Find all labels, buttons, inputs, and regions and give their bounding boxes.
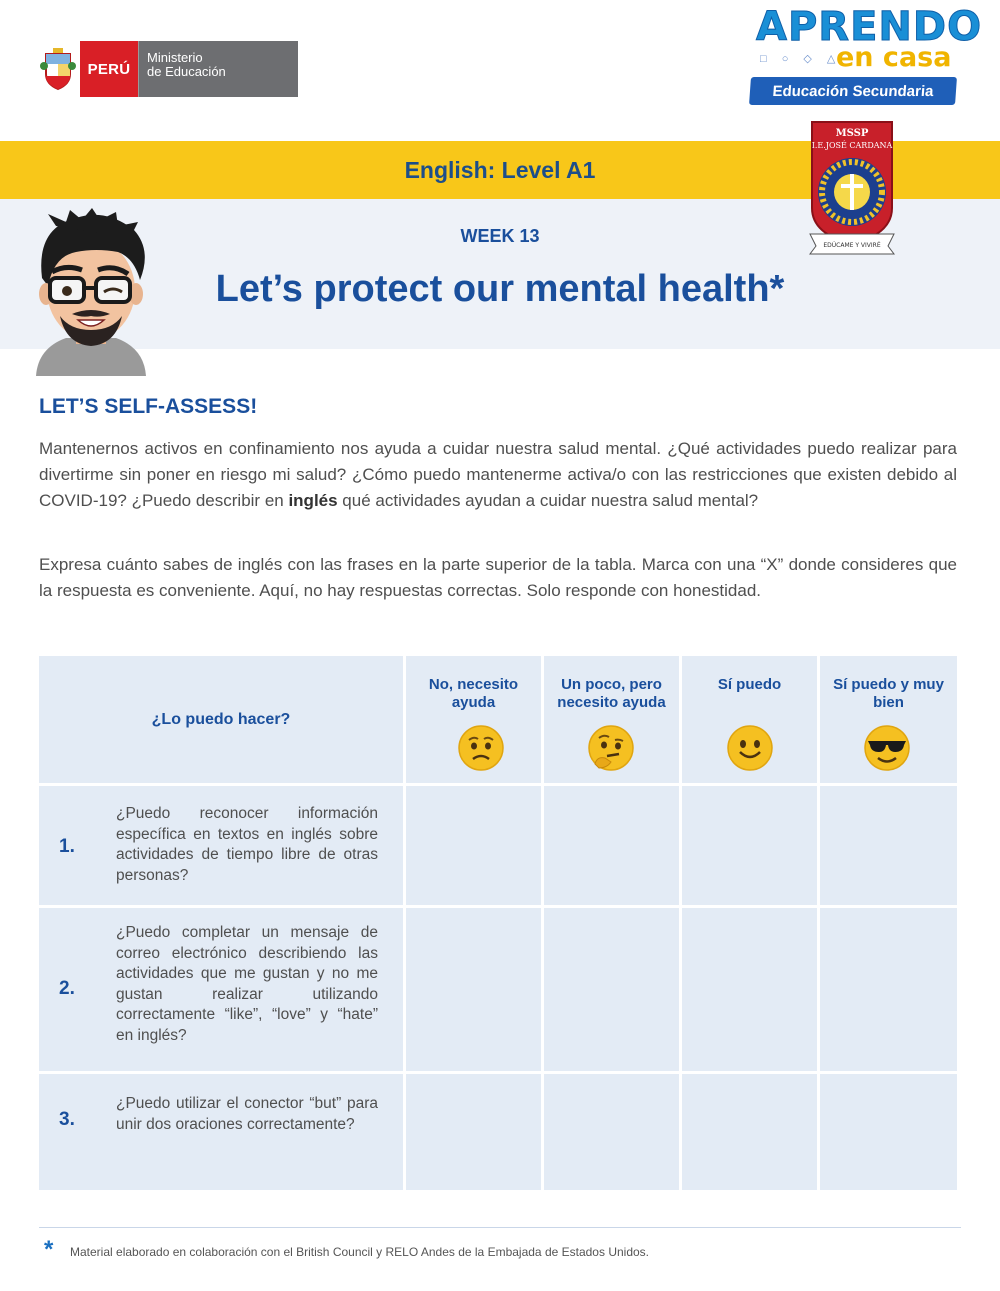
table-divider [39,783,957,786]
smiling-face-icon [726,724,774,772]
peru-label: PERÚ [80,41,138,97]
table-header-question: ¿Lo puedo hacer? [151,711,291,728]
column-header-can-do-well: Sí puedo y muy bien [833,676,944,711]
table-divider [541,656,544,1190]
worried-face-icon [457,724,505,772]
table-divider [403,656,406,1190]
table-divider [39,1071,957,1074]
table-divider [39,905,957,908]
ministry-name-line1: Ministerio [147,50,203,65]
intro-paragraph [39,436,957,514]
peru-coat-of-arms-icon [36,41,80,97]
crest-motto-text: EDÚCAME Y VIVIRÉ [823,242,881,249]
column-header-some-help: Un poco, pero necesito ayuda [557,676,666,711]
ministry-logo [36,41,298,97]
brand-banner: Educación Secundaria [749,77,957,105]
self-assessment-table [39,656,957,1190]
ministry-name [138,41,298,97]
row-question: ¿Puedo reconocer información específica en textos en inglés sobre actividades de tiempo libre de otras personas? [116,805,378,884]
brand-title: APRENDO [756,4,983,50]
table-divider [679,656,682,1190]
column-header-can-do: Sí puedo [717,676,782,693]
page-title: Let’s protect our mental health* [215,268,785,310]
aprendo-en-casa-logo [748,4,983,108]
footnote-star: * [44,1236,54,1263]
row-question: ¿Puedo completar un mensaje de correo electrónico describiendo las actividades que me gustan y no me gustan realizar utilizando correctamente “like”, “love” y “hate” en inglés? [116,924,378,1044]
thinking-face-icon [587,724,635,772]
row-number: 1. [59,836,75,857]
instructions-paragraph: Expresa cuánto sabes de inglés con las frases en la parte superior de la tabla. Marca con una “X” donde consideres que la respuesta es conveniente. Aquí, no hay respuestas correctas. Solo responde con honestidad. [39,555,957,600]
ministry-name-line2: de Educación [147,64,226,79]
intro-text-before: Mantenernos activos en confinamiento nos ayuda a cuidar nuestra salud mental. ¿Qué actividades puedo realizar para divertirme sin poner en riesgo mi salud? ¿Cómo puedo mantenerme activa/o con las restricciones que existen debido al COVID-19? ¿Puedo describir en [39,439,957,510]
column-header-no-help: No, necesito ayuda [428,676,519,711]
intro-text-bold: inglés [288,491,338,510]
footnote-text: Material elaborado en colaboración con el British Council y RELO Andes de la Embajada de Estados Unidos. [70,1245,649,1259]
brand-subtitle: en casa [836,42,952,73]
intro-text-after: qué actividades ayudan a cuidar nuestra salud mental? [337,491,759,510]
row-number: 3. [59,1109,75,1130]
row-question: ¿Puedo utilizar el conector “but” para unir dos oraciones correctamente? [116,1095,378,1133]
crest-name-text: I.E.JOSÉ CARDANA [811,141,893,150]
section-title: LET’S SELF-ASSESS! [39,395,258,418]
week-label: WEEK 13 [460,226,540,246]
brand-shapes-icon: □ ○ ◇ △ [760,53,842,65]
crest-top-text: MSSP [835,128,869,139]
row-number: 2. [59,978,75,999]
table-divider [817,656,820,1190]
footer-divider [39,1227,961,1228]
course-title: English: Level A1 [404,156,596,183]
sunglasses-face-icon [863,724,911,772]
